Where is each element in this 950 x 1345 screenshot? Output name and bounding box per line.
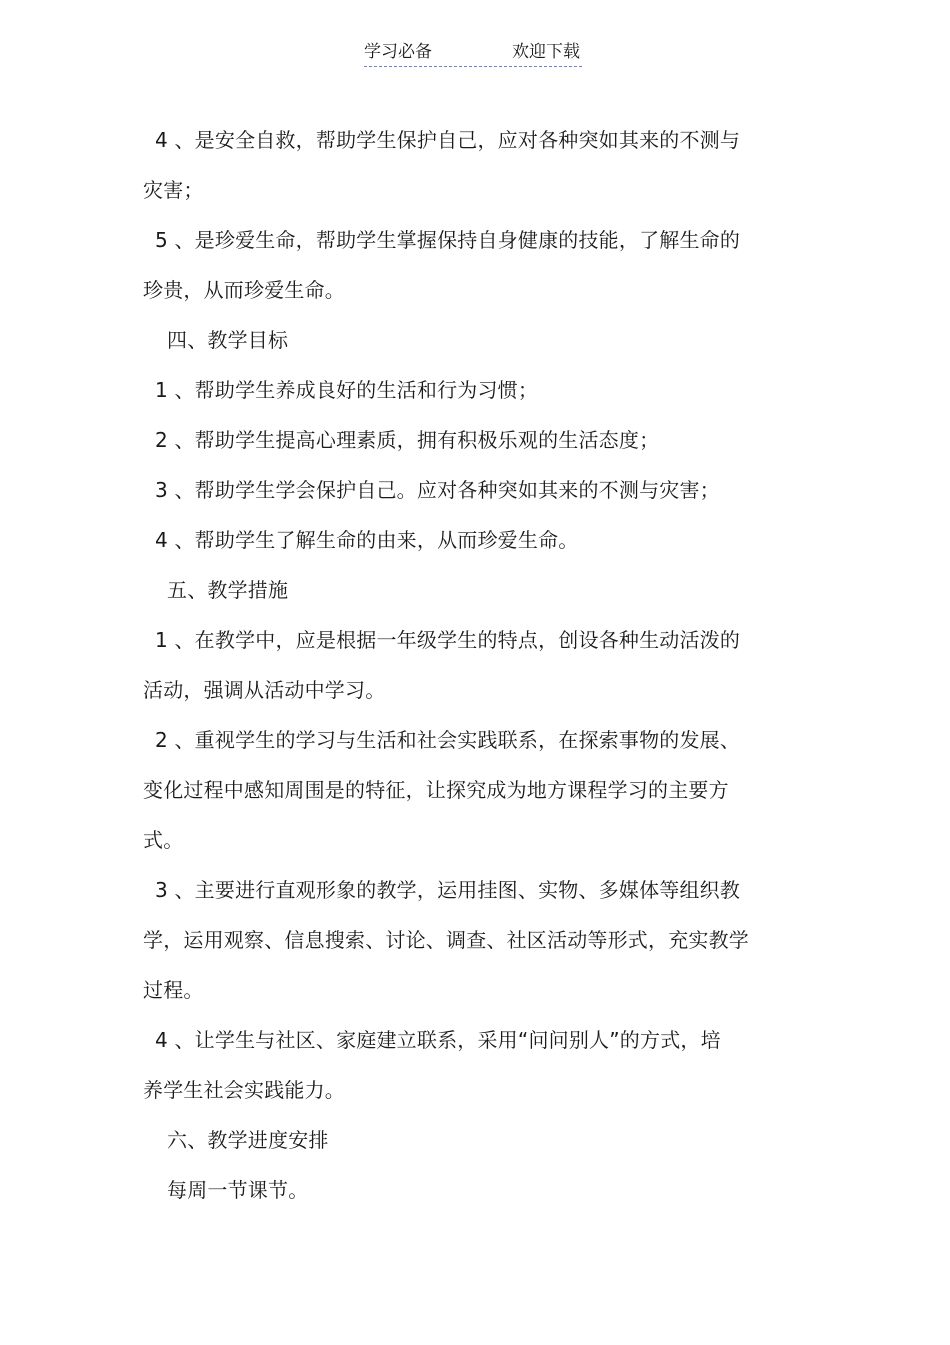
list-item-line: 4 、是安全自救，帮助学生保护自己，应对各种突如其来的不测与	[155, 128, 741, 152]
list-item-continuation: 过程。	[143, 978, 204, 1002]
header-left-text: 学习必备	[364, 42, 432, 62]
list-item-line: 4 、让学生与社区、家庭建立联系，采用“问问别人”的方式，培	[155, 1028, 721, 1052]
list-item-continuation: 学，运用观察、信息搜索、讨论、调查、社区活动等形式，充实教学	[143, 928, 749, 952]
list-item-line: 2 、帮助学生提高心理素质，拥有积极乐观的生活态度；	[155, 428, 660, 452]
list-item-continuation: 养学生社会实践能力。	[143, 1078, 345, 1102]
list-item-line: 3 、帮助学生学会保护自己。应对各种突如其来的不测与灾害；	[155, 478, 720, 502]
section-heading: 五、教学措施	[167, 578, 289, 602]
page-header	[364, 40, 582, 67]
list-item-continuation: 灾害；	[143, 178, 204, 202]
list-item-continuation: 珍贵，从而珍爱生命。	[143, 278, 345, 302]
list-item-line: 2 、重视学生的学习与生活和社会实践联系，在探索事物的发展、	[155, 728, 741, 752]
list-item-line: 1 、在教学中，应是根据一年级学生的特点，创设各种生动活泼的	[155, 628, 741, 652]
list-item-continuation: 变化过程中感知周围是的特征，让探究成为地方课程学习的主要方	[143, 778, 729, 802]
paragraph-text: 每周一节课节。	[167, 1178, 309, 1202]
list-item-continuation: 式。	[143, 828, 184, 852]
list-item-line: 4 、帮助学生了解生命的由来，从而珍爱生命。	[155, 528, 579, 552]
list-item-continuation: 活动，强调从活动中学习。	[143, 678, 386, 702]
list-item-line: 3 、主要进行直观形象的教学，运用挂图、实物、多媒体等组织教	[155, 878, 741, 902]
header-right-text: 欢迎下载	[512, 42, 580, 62]
document-body	[143, 115, 783, 1215]
section-heading: 四、教学目标	[167, 328, 289, 352]
list-item-line: 5 、是珍爱生命，帮助学生掌握保持自身健康的技能，了解生命的	[155, 228, 741, 252]
section-heading: 六、教学进度安排	[167, 1128, 329, 1152]
list-item-line: 1 、帮助学生养成良好的生活和行为习惯；	[155, 378, 539, 402]
